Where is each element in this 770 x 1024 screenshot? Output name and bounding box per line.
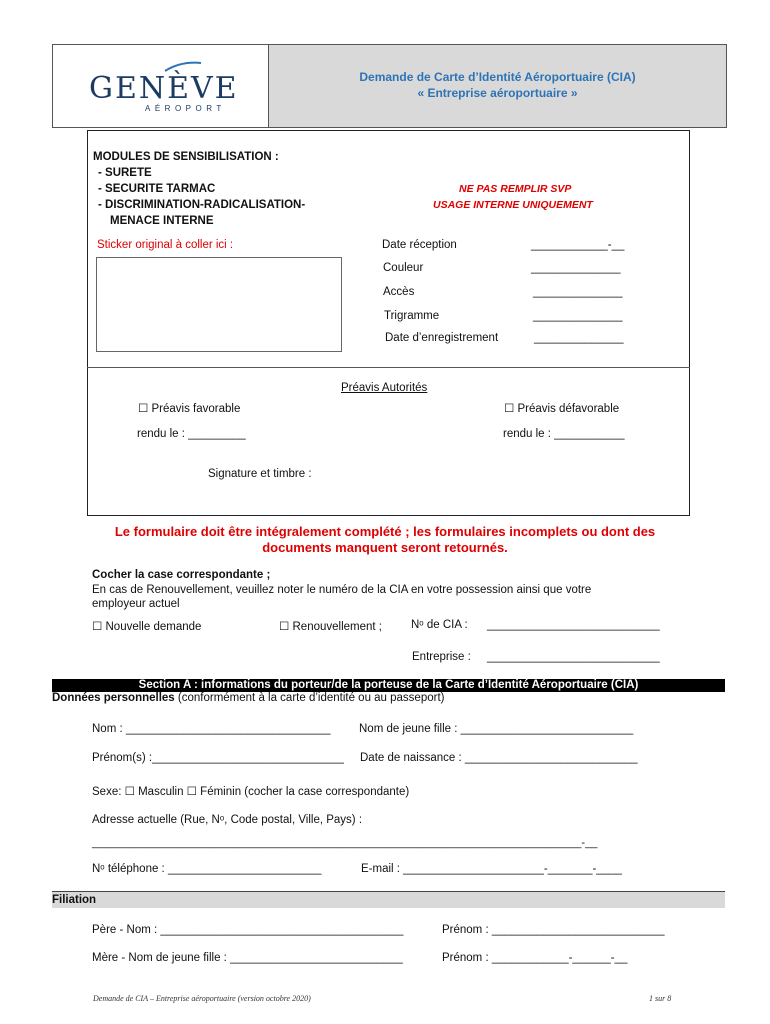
rendu-le-left: rendu le : _________ (137, 428, 246, 440)
field-label: Couleur (383, 262, 424, 274)
module-item: MENACE INTERNE (110, 215, 214, 227)
signature-label: Signature et timbre : (208, 468, 312, 480)
document-header (52, 44, 727, 128)
field-label: Trigramme (384, 310, 440, 322)
internal-notice: USAGE INTERNE UNIQUEMENT (433, 199, 593, 211)
document-title: Demande de Carte d’Identité Aéroportuaire (CIA) (359, 70, 636, 84)
internal-notice: NE PAS REMPLIR SVP (459, 183, 572, 195)
nom-jeune-fille-field[interactable]: Nom de jeune fille : ___________________________ (359, 723, 634, 735)
field-label: Date d’enregistrement (385, 332, 499, 344)
module-item: - SECURITE TARMAC (98, 183, 216, 195)
preavis-favorable-checkbox[interactable]: ☐ Préavis favorable (138, 403, 241, 415)
field-label: Date réception (382, 239, 457, 251)
field-line: ______________ (533, 310, 623, 322)
field-line: ______________ (531, 262, 621, 274)
modules-heading: MODULES DE SENSIBILISATION : (93, 151, 279, 163)
cia-number-label: Nᵒ de CIA : (411, 619, 468, 631)
warning-line: documents manquent seront retournés. (262, 540, 508, 555)
mere-nom-field[interactable]: Mère - Nom de jeune fille : ___________________________ (92, 952, 403, 964)
field-label: Accès (383, 286, 415, 298)
donnees-note: (conformément à la carte d’identité ou au passeport) (174, 692, 445, 704)
section-a-bar: Section A : informations du porteur/de la porteuse de la Carte d’Identité Aéroportuaire (CIA) (52, 679, 725, 692)
field-line: ______________ (533, 286, 623, 298)
sticker-label: Sticker original à coller ici : (97, 239, 234, 251)
logo-cell (53, 45, 269, 127)
mere-prenom-field[interactable]: Prénom : ____________-______-__ (442, 952, 628, 964)
logo-text: GENÈVE (89, 71, 239, 106)
module-item: - DISCRIMINATION-RADICALISATION- (98, 199, 306, 211)
entreprise-label: Entreprise : (412, 651, 471, 663)
pere-prenom-field[interactable]: Prénom : ___________________________ (442, 924, 665, 936)
filiation-bar: Filiation (52, 891, 725, 908)
preavis-defavorable-checkbox[interactable]: ☐ Préavis défavorable (504, 403, 620, 415)
cocher-text: employeur actuel (92, 598, 180, 610)
field-line: ______________ (534, 332, 624, 344)
prenoms-field[interactable]: Prénom(s) :______________________________ (92, 752, 344, 764)
renouvellement-checkbox[interactable]: ☐ Renouvellement ; (279, 621, 383, 633)
entreprise-field[interactable]: ___________________________ (487, 651, 660, 663)
sticker-area (96, 257, 342, 352)
cocher-text: En cas de Renouvellement, veuillez noter le numéro de la CIA en votre possession ainsi que votre (92, 584, 592, 596)
document-subtitle: « Entreprise aéroportuaire » (417, 86, 578, 100)
donnees-bold: Données personnelles (52, 692, 175, 704)
preavis-title: Préavis Autorités (341, 382, 428, 394)
adresse-label: Adresse actuelle (Rue, Nᵒ, Code postal, Ville, Pays) : (92, 814, 363, 826)
rendu-le-right: rendu le : ___________ (503, 428, 625, 440)
nom-field[interactable]: Nom : ________________________________ (92, 723, 331, 735)
cocher-heading: Cocher la case correspondante ; (92, 569, 271, 581)
field-line: ____________-__ (531, 239, 625, 251)
telephone-field[interactable]: Nᵒ téléphone : ________________________ (92, 863, 322, 875)
box-divider (87, 367, 690, 368)
pere-nom-field[interactable]: Père - Nom : ______________________________________ (92, 924, 404, 936)
warning-line: Le formulaire doit être intégralement complété ; les formulaires incomplets ou dont des (114, 524, 656, 539)
title-cell (269, 45, 726, 127)
cia-number-field[interactable]: ___________________________ (487, 619, 660, 631)
sexe-checkboxes[interactable]: Sexe: ☐ Masculin ☐ Féminin (cocher la case correspondante) (92, 786, 410, 798)
nouvelle-demande-checkbox[interactable]: ☐ Nouvelle demande (92, 621, 202, 633)
module-item: - SURETE (98, 167, 152, 179)
date-naissance-field[interactable]: Date de naissance : ___________________________ (360, 752, 638, 764)
logo-subtext: AÉROPORT (145, 104, 226, 113)
footer-left: Demande de CIA – Entreprise aéroportuaire (version octobre 2020) (93, 994, 311, 1003)
adresse-field[interactable]: ________________________________________________________________________________-__ (92, 837, 598, 849)
donnees-personnelles-heading (52, 692, 444, 704)
email-field[interactable]: E-mail : ______________________-_______-____ (361, 863, 622, 875)
page-number: 1 sur 8 (649, 994, 672, 1003)
